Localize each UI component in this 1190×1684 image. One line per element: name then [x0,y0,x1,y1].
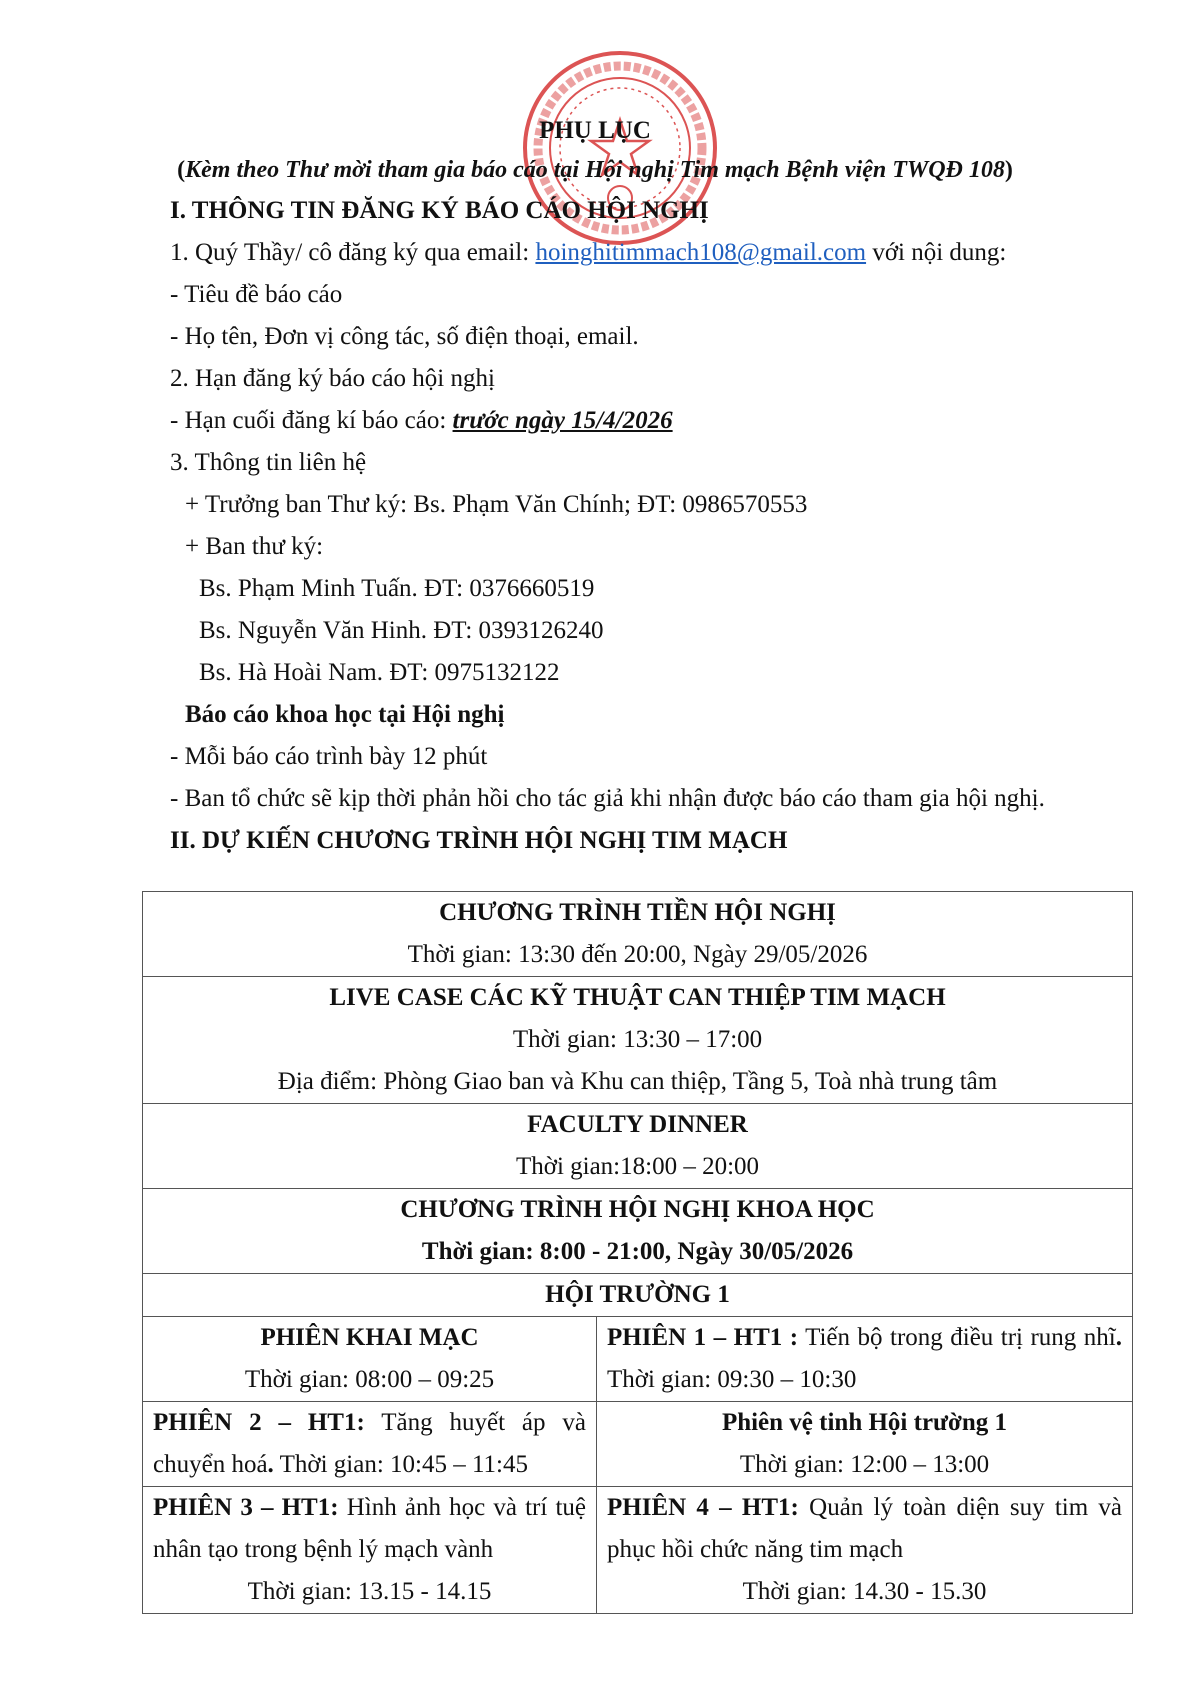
session-2-topic: Tăng huyết áp và chuyển hoá [153,1409,587,1478]
science-heading: Báo cáo khoa học tại Hội nghị [185,701,505,728]
session-1 [597,1317,1133,1402]
subtitle-open: ( [177,157,186,183]
bullet-info: - Họ tên, Đơn vị công tác, số điện thoại, email. [170,323,639,350]
head-secretary: + Trưởng ban Thư ký: Bs. Phạm Văn Chính; ĐT: 0986570553 [185,491,808,518]
dinner-title: FACULTY DINNER [527,1111,748,1138]
contact-item: Bs. Nguyễn Văn Hinh. ĐT: 0393126240 [199,617,604,644]
table-row [143,1189,1133,1274]
program-table [142,891,1133,1614]
section2-heading: II. DỰ KIẾN CHƯƠNG TRÌNH HỘI NGHỊ TIM MẠCH [170,827,788,854]
opening-title: PHIÊN KHAI MẠC [260,1324,479,1351]
session-1-topic: Tiến bộ trong điều trị rung nhĩ [798,1324,1116,1351]
deadline-date: trước ngày 15/4/2026 [452,407,673,434]
session-4-topic: Quản lý toàn diện suy tim và phục hồi chức năng tim mạch [607,1494,1123,1563]
table-row [143,892,1133,977]
session-2 [143,1402,597,1487]
session-1-dot: . [1115,1324,1122,1351]
email-instruction [170,232,1170,274]
live-case-title: LIVE CASE CÁC KỸ THUẬT CAN THIỆP TIM MẠCH [329,984,946,1011]
table-row [143,1104,1133,1189]
contact-item: Bs. Phạm Minh Tuấn. ĐT: 0376660519 [199,575,595,602]
email-link[interactable]: hoinghitimmach108@gmail.com [535,239,867,266]
subtitle-close: ) [1004,157,1013,183]
opening-time: Thời gian: 08:00 – 09:25 [244,1366,495,1393]
hall-title: HỘI TRƯỜNG 1 [143,1274,1133,1317]
section1-heading: I. THÔNG TIN ĐĂNG KÝ BÁO CÁO HỘI NGHỊ [170,197,709,224]
subtitle-text: Kèm theo Thư mời tham gia báo cáo tại Hội nghị Tim mạch Bệnh viện TWQĐ 108 [185,157,1005,183]
table-row [143,1317,1133,1402]
session-4-label: PHIÊN 4 – HT1: [607,1494,799,1521]
session-2-time: Thời gian: 10:45 – 11:45 [273,1451,528,1478]
rule-feedback: - Ban tổ chức sẽ kịp thời phản hồi cho tác giả khi nhận được báo cáo tham gia hội nghị. [170,785,1045,812]
page-title: PHỤ LỤC [539,117,651,144]
main-program-time: Thời gian: 8:00 - 21:00, Ngày 30/05/2026 [421,1238,854,1265]
satellite-title: Phiên vệ tinh Hội trường 1 [721,1409,1008,1436]
session-2-dot: . [267,1451,274,1478]
session-1-time: Thời gian: 09:30 – 10:30 [607,1366,857,1393]
item2-heading: 2. Hạn đăng ký báo cáo hội nghị [170,365,495,392]
session-3-topic: Hình ảnh học và trí tuệ nhân tạo trong bệnh lý mạch vành [153,1494,586,1563]
contact-item: Bs. Hà Hoài Nam. ĐT: 0975132122 [199,659,560,686]
table-row [143,1487,1133,1614]
session-3 [143,1487,597,1614]
dinner-time: Thời gian:18:00 – 20:00 [515,1153,760,1180]
main-program-title: CHƯƠNG TRÌNH HỘI NGHỊ KHOA HỌC [400,1196,875,1223]
session-2-label: PHIÊN 2 – HT1: [153,1409,365,1436]
rule-duration: - Mỗi báo cáo trình bày 12 phút [170,743,488,770]
session-4 [597,1487,1133,1614]
table-row [143,1274,1133,1317]
session-3-label: PHIÊN 3 – HT1: [153,1494,339,1521]
item3-heading: 3. Thông tin liên hệ [170,449,367,476]
bullet-title: - Tiêu đề báo cáo [170,281,343,308]
session-3-time: Thời gian: 13.15 - 14.15 [247,1578,492,1605]
live-case-time: Thời gian: 13:30 – 17:00 [512,1026,763,1053]
deadline-line [170,400,1170,442]
body-text [0,190,1190,862]
session-1-label: PHIÊN 1 – HT1 : [607,1324,799,1351]
session-4-time: Thời gian: 14.30 - 15.30 [742,1578,987,1605]
live-case-place: Địa điểm: Phòng Giao ban và Khu can thiệp, Tầng 5, Toà nhà trung tâm [277,1068,998,1095]
deadline-prefix: - Hạn cuối đăng kí báo cáo: [170,407,453,434]
table-row [143,977,1133,1104]
table-row [143,1402,1133,1487]
satellite-time: Thời gian: 12:00 – 13:00 [739,1451,990,1478]
email-suffix: với nội dung: [866,239,1007,266]
page-subtitle [0,150,1190,190]
pre-conference-time: Thời gian: 13:30 đến 20:00, Ngày 29/05/2026 [407,941,868,968]
email-prefix: 1. Quý Thầy/ cô đăng ký qua email: [170,239,536,266]
pre-conference-title: CHƯƠNG TRÌNH TIỀN HỘI NGHỊ [439,899,836,926]
secretariat-label: + Ban thư ký: [185,533,324,560]
